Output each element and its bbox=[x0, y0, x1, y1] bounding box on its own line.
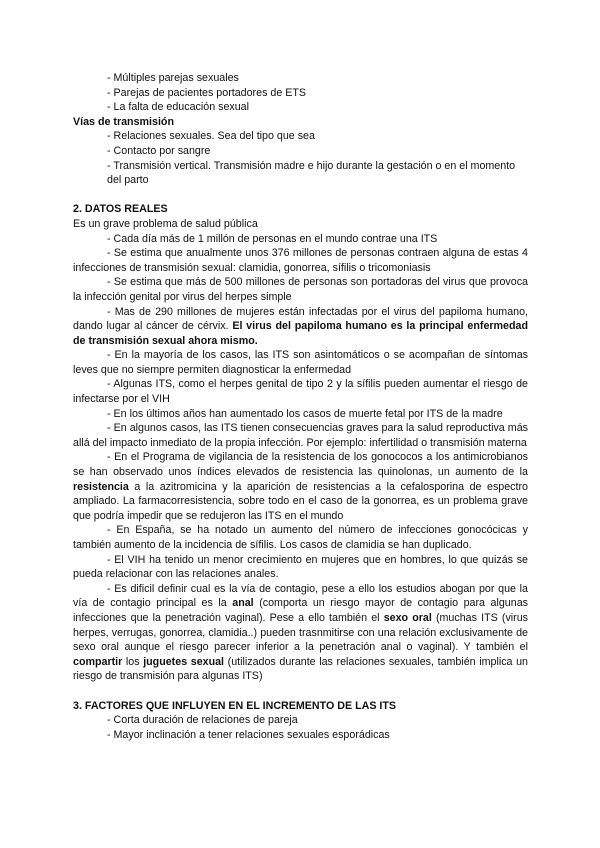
text-run: - Es dificil definir cual es la vía de contagio, pese a ello los estudios abogan por que la vía de contagio principal es la bbox=[73, 582, 528, 610]
blank-line bbox=[73, 684, 528, 699]
bold-text: El virus del papiloma humano es la principal enfermedad de transmisión sexual ahora mismo. bbox=[73, 320, 528, 347]
paragraph bbox=[73, 217, 528, 232]
bold-text: sexo oral bbox=[383, 611, 432, 624]
paragraph bbox=[73, 232, 528, 247]
text-run: (muchas ITS (virus herpes, verrugas, gonorrea, clamidia..) pueden trasnmitirse con una relación exclusivamente de sexo oral aunque el riesgo parecer inferior a la penetración anal o vaginal). Y también el bbox=[73, 611, 529, 654]
text-run: - Contacto por sangre bbox=[107, 144, 211, 157]
text-run: - En España, se ha notado un aumento del número de infecciones gonocócicas y también aumento de la incidencia de sífilis. Los casos de clamidia se han duplicado. bbox=[73, 524, 528, 551]
text-run: (comporta un riesgo mayor de contagio para algunas infecciones que la penetración vaginal). Pese a ello también el bbox=[73, 597, 528, 624]
text-run: 2. DATOS REALES bbox=[73, 203, 168, 216]
text-run: Vías de transmisión bbox=[73, 115, 174, 128]
paragraph bbox=[73, 421, 528, 450]
text-run: - Mayor inclinación a tener relaciones sexuales esporádicas bbox=[107, 728, 390, 741]
blank-line bbox=[73, 188, 528, 203]
paragraph bbox=[73, 407, 528, 422]
bold-text: anal bbox=[232, 597, 254, 610]
list-item bbox=[73, 71, 528, 86]
list-item bbox=[73, 129, 528, 144]
paragraph bbox=[73, 582, 528, 684]
paragraph bbox=[73, 275, 528, 304]
text-run: - Relaciones sexuales. Sea del tipo que sea bbox=[107, 130, 315, 143]
paragraph bbox=[73, 523, 528, 552]
text-run: - Cada día más de 1 millón de personas en el mundo contrae una ITS bbox=[107, 232, 438, 245]
text-run: - Algunas ITS, como el herpes genital de tipo 2 y la sífilis pueden aumentar el riesgo de infectarse por el VIH bbox=[73, 378, 528, 406]
text-run: - En algunos casos, las ITS tienen consecuencias graves para la salud reproductiva más allá del impacto inmediato de la propia infección. Por ejemplo: infertilidad o transmisión materna bbox=[73, 422, 528, 449]
bold-text: compartir bbox=[73, 655, 123, 668]
section-heading bbox=[73, 699, 528, 714]
text-run: - En el Programa de vigilancia de la resistencia de los gonococos a los antimicrobianos se han observado unos índices elevados de resistencia las quinolonas, un aumento de la bbox=[73, 451, 528, 479]
text-run: - Se estima que anualmente unos 376 millones de personas contraen alguna de estas 4 infecciones de transmisión sexual: clamidia, gonorrea, sífilis o tricomoniasis bbox=[73, 247, 528, 274]
text-run: - Se estima que más de 500 millones de personas son portadoras del virus que provoca la infección genital por virus del herpes simple bbox=[73, 276, 528, 303]
text-run: - Transmisión vertical. Transmisión madre e hijo durante la gestación o en el momento del parto bbox=[107, 159, 516, 187]
list-item bbox=[73, 713, 528, 728]
text-run: - Corta duración de relaciones de pareja bbox=[107, 714, 298, 727]
text-run: - Mas de 290 millones de mujeres están infectadas por el virus del papiloma humano, dando lugar al cáncer de cérvix. bbox=[73, 305, 528, 333]
text-run: - La falta de educación sexual bbox=[107, 101, 250, 114]
list-item bbox=[73, 100, 528, 115]
section-heading bbox=[73, 115, 528, 130]
text-run: - Parejas de pacientes portadores de ETS bbox=[107, 86, 307, 99]
text-run: a la azitromicina y la aparición de resistencias a la cefalosporina de espectro ampliado. La farmacorresistencia, sobre todo en el caso de la gonorrea, es un problema grave que podría impedir que se redujeron las ITS en el mundo bbox=[73, 480, 528, 522]
text-run: - El VIH ha tenido un menor crecimiento en mujeres que en hombres, lo que quizás se pueda relacionar con las relaciones anales. bbox=[73, 553, 528, 581]
paragraph bbox=[73, 305, 528, 349]
bold-text: resistencia bbox=[73, 480, 129, 493]
text-run: los bbox=[122, 655, 144, 668]
paragraph bbox=[73, 348, 528, 377]
text-run: - Múltiples parejas sexuales bbox=[107, 72, 239, 84]
paragraph bbox=[73, 450, 528, 523]
paragraph bbox=[73, 246, 528, 275]
text-run: (utilizados durante las relaciones sexuales, también implica un riesgo de transmisión para algunas ITS) bbox=[73, 655, 528, 683]
list-item bbox=[73, 159, 528, 188]
text-run: - En los últimos años han aumentado los casos de muerte fetal por ITS de la madre bbox=[107, 407, 503, 420]
paragraph bbox=[73, 553, 528, 582]
list-item bbox=[73, 728, 528, 743]
section-heading bbox=[73, 202, 528, 217]
document-page bbox=[73, 71, 528, 742]
text-run: 3. FACTORES QUE INFLUYEN EN EL INCREMENTO DE LAS ITS bbox=[73, 699, 397, 712]
bold-text: juguetes sexual bbox=[143, 655, 225, 668]
list-item bbox=[73, 144, 528, 159]
paragraph bbox=[73, 377, 528, 406]
list-item bbox=[73, 86, 528, 101]
text-run: Es un grave problema de salud pública bbox=[73, 217, 258, 230]
text-run: - En la mayoría de los casos, las ITS son asintomáticos o se acompañan de síntomas leves que no siempre permiten diagnosticar la enfermedad bbox=[73, 349, 528, 376]
